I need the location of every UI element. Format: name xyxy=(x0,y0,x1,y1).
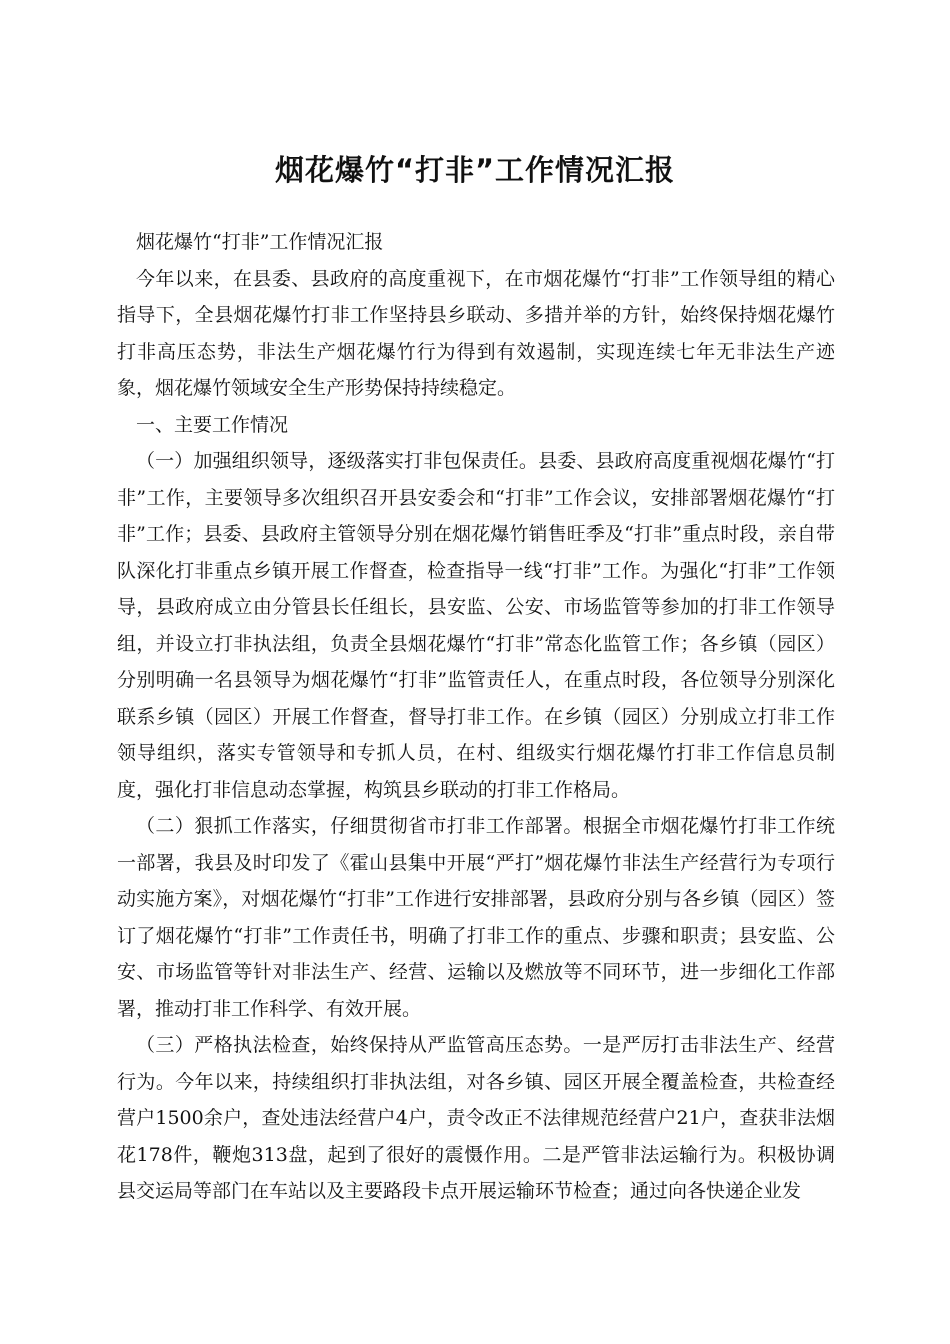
section-heading: 一、主要工作情况 xyxy=(136,413,289,436)
item-paragraph-1: （一）加强组织领导，逐级落实打非包保责任。县委、县政府高度重视烟花爆竹“打非”工作，主要领导多次组织召开县安委会和“打非”工作会议，安排部署烟花爆竹“打非”工作；县委、县政府主管领导分别在烟花爆竹销售旺季及“打非”重点时段，亲自带队深化打非重点乡镇开展工作督查，检查指导一线“打非”工作。为强化“打非”工作领导，县政府成立由分管县长任组长，县安监、公安、市场监管等参加的打非工作领导组，并设立打非执法组，负责全县烟花爆竹“打非”常态化监管工作；各乡镇（园区）分别明确一名县领导为烟花爆竹“打非”监管责任人，在重点时段，各位领导分别深化联系乡镇（园区）开展工作督查，督导打非工作。在乡镇（园区）分别成立打非工作领导组织，落实专管领导和专抓人员，在村、组级实行烟花爆竹打非工作信息员制度，强化打非信息动态掌握，构筑县乡联动的打非工作格局。 xyxy=(117,450,835,801)
document-subtitle: 烟花爆竹“打非”工作情况汇报 xyxy=(136,231,384,253)
document-title: 烟花爆竹“打非”工作情况汇报 xyxy=(274,153,676,188)
item-paragraph-3: （三）严格执法检查，始终保持从严监管高压态势。一是严厉打击非法生产、经营行为。今年以来，持续组织打非执法组，对各乡镇、园区开展全覆盖检查，共检查经营户1500余户，查处违法经营户4户，责令改正不法律规范经营户21户，查获非法烟花178件，鞭炮313盘，起到了很好的震慑作用。二是严管非法运输行为。积极协调县交运局等部门在车站以及主要路段卡点开展运输环节检查；通过向各快递企业发 xyxy=(117,1034,835,1202)
intro-paragraph: 今年以来，在县委、县政府的高度重视下，在市烟花爆竹“打非”工作领导组的精心指导下，全县烟花爆竹打非工作坚持县乡联动、多措并举的方针，始终保持烟花爆竹打非高压态势，非法生产烟花爆竹行为得到有效遏制，实现连续七年无非法生产迹象，烟花爆竹领域安全生产形势保持持续稳定。 xyxy=(117,267,835,399)
item-paragraph-2: （二）狠抓工作落实，仔细贯彻省市打非工作部署。根据全市烟花爆竹打非工作统一部署，我县及时印发了《霍山县集中开展“严打”烟花爆竹非法生产经营行为专项行动实施方案》，对烟花爆竹“打非”工作进行安排部署，县政府分别与各乡镇（园区）签订了烟花爆竹“打非”工作责任书，明确了打非工作的重点、步骤和职责；县安监、公安、市场监管等针对非法生产、经营、运输以及燃放等不同环节，进一步细化工作部署，推动打非工作科学、有效开展。 xyxy=(117,815,835,1020)
document-body xyxy=(117,224,835,1210)
